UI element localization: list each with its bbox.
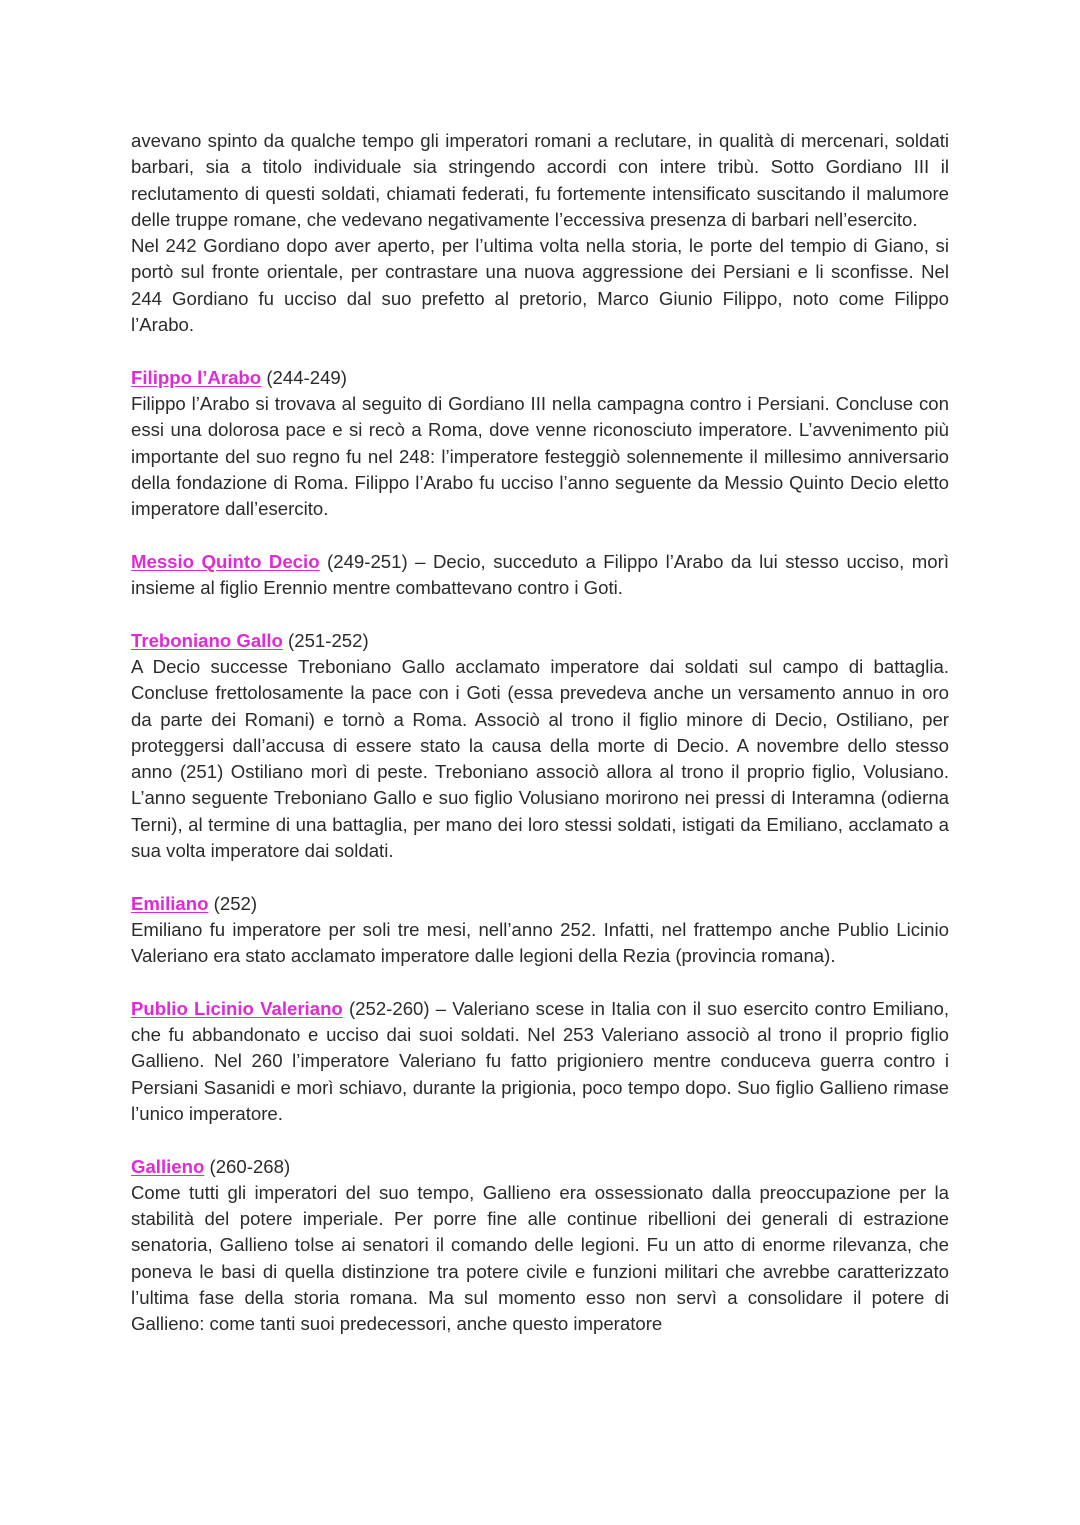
spacer [131, 1127, 949, 1153]
emiliano-dates: (252) [208, 892, 258, 914]
intro-paragraph-2: Nel 242 Gordiano dopo aver aperto, per l’ultima volta nella storia, le porte del tempio di Giano, si portò sul fronte orientale, per contrastare una nuova aggressione dei Persiani e li sconfisse. Nel 244 Gordiano fu ucciso dal suo prefetto al pretorio, Marco Giunio Filippo, noto come Filippo l’Arabo. [131, 235, 949, 336]
filippo-text: Filippo l’Arabo si trovava al seguito di Gordiano III nella campagna contro i Persiani. Concluse con essi una dolorosa pace e si recò a Roma, dove venne riconosciuto imperatore. L’avvenimento più importante del suo regno fu nel 248: l’imperatore festeggiò solennemente il millesimo anniversario della fondazione di Roma. Filippo l’Arabo fu ucciso l’anno seguente da Messio Quinto Decio eletto imperatore dall’esercito. [131, 392, 949, 520]
emiliano-link[interactable]: Emiliano [131, 892, 209, 914]
gallieno-text: Come tutti gli imperatori del suo tempo, Gallieno era ossessionato dalla preoccupazione per la stabilità del potere imperiale. Per porre fine alle continue ribellioni dei generali di estrazione senatoria, Gallieno tolse ai senatori il comando delle legioni. Fu un atto di enorme rilevanza, che poneva le basi di quella distinzione tra potere civile e funzioni militari che avrebbe caratterizzato l’ultima fase della storia romana. Ma sul momento esso non servì a consolidare il potere di Gallieno: come tanti suoi predecessori, anche questo imperatore [131, 1181, 949, 1335]
spacer [131, 338, 949, 364]
treboniano-dates: (251-252) [282, 629, 369, 651]
valeriano-link[interactable]: Publio Licinio Valeriano [131, 997, 343, 1019]
gallieno-link[interactable]: Gallieno [131, 1155, 205, 1177]
valeriano-text: (252-260) – Valeriano scese in Italia con il suo esercito contro Emiliano, che fu abbandonato e ucciso dai suoi soldati. Nel 253 Valeriano associò al trono il proprio figlio Gallieno. Nel 260 l’imperatore Valeriano fu fatto prigioniero mentre conduceva guerra contro i Persiani Sasanidi e morì schiavo, durante la prigionia, poco tempo dopo. Suo figlio Gallieno rimase l’unico imperatore. [131, 997, 949, 1124]
spacer [131, 601, 949, 627]
treboniano-text: A Decio successe Treboniano Gallo acclamato imperatore dai soldati sul campo di battaglia. Concluse frettolosamente la pace con i Goti (essa prevedeva anche un versamento annuo in oro da parte dei Romani) e tornò a Roma. Associò al trono il figlio minore di Decio, Ostiliano, per proteggersi dall’accusa di essere stato la causa della morte di Decio. A novembre dello stesso anno (251) Ostiliano morì di peste. Treboniano associò allora al trono il proprio figlio, Volusiano. L’anno seguente Treboniano Gallo e suo figlio Volusiano morirono nei pressi di Interamna (odierna Terni), al termine di una battaglia, per mano dei loro stessi soldati, istigati da Emiliano, acclamato a sua volta imperatore dai soldati. [131, 655, 949, 862]
gallieno-heading [131, 1154, 949, 1180]
spacer [131, 522, 949, 548]
filippo-dates: (244-249) [261, 366, 347, 388]
intro-paragraph-1: avevano spinto da qualche tempo gli imperatori romani a reclutare, in qualità di mercenari, soldati barbari, sia a titolo individuale sia stringendo accordi con intere tribù. Sotto Gordiano III il reclutamento di questi soldati, chiamati federati, fu fortemente intensificato suscitando il malumore delle truppe romane, che vedevano negativamente l’eccessiva presenza di barbari nell’esercito. [131, 130, 949, 230]
document-page [131, 128, 949, 1338]
decio-paragraph [131, 549, 949, 602]
treboniano-link[interactable]: Treboniano Gallo [131, 629, 283, 651]
decio-link[interactable]: Messio Quinto Decio [131, 550, 320, 572]
treboniano-heading [131, 628, 949, 654]
spacer [131, 864, 949, 890]
valeriano-paragraph [131, 996, 949, 1127]
emiliano-text: Emiliano fu imperatore per soli tre mesi, nell’anno 252. Infatti, nel frattempo anche Publio Licinio Valeriano era stato acclamato imperatore dalle legioni della Rezia (provincia romana). [131, 918, 949, 967]
emiliano-heading [131, 891, 949, 917]
spacer [131, 970, 949, 996]
gallieno-dates: (260-268) [204, 1155, 291, 1177]
decio-text: (249-251) – Decio, succeduto a Filippo l’Arabo da lui stesso ucciso, morì insieme al figlio Erennio mentre combattevano contro i Goti. [131, 550, 949, 599]
filippo-link[interactable]: Filippo l’Arabo [131, 366, 262, 388]
filippo-heading [131, 365, 949, 391]
